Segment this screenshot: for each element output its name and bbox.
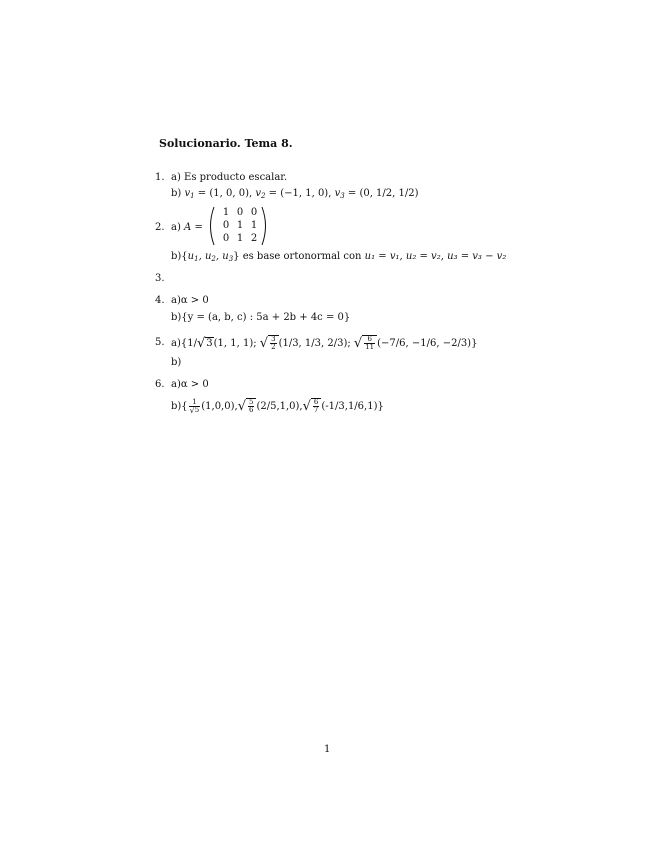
- item-number: 2.: [155, 222, 165, 233]
- page-number: 1: [324, 744, 331, 755]
- item-number: 1.: [155, 172, 165, 183]
- item-2-part-b: $b)\{u_1$, $u_2$, $u_3$} es base ortonormal con u₁ = v₁, u₂ = v₂, u₃ = v₃ − v₂: [171, 251, 507, 263]
- item-5-part-a: a){1/√3(1, 1, 1); √ $\frac{3}{2}$ (1/3, 1/3, 2/3); √ $\frac{6}{11}$ (−7/6, −1/6, −2/3)}: [171, 335, 478, 351]
- matrix-row: 0 1 2: [222, 233, 258, 244]
- matrix-row: 0 1 1: [222, 220, 258, 231]
- item-number: 6.: [155, 379, 165, 390]
- item-6-part-a: a)α > 0: [171, 379, 209, 390]
- item-number: 4.: [155, 295, 165, 306]
- matrix-row: 1 0 0: [222, 207, 258, 218]
- item-number: 3.: [155, 273, 165, 284]
- matrix-a: [206, 206, 270, 246]
- item-2-part-a: a) A =: [171, 222, 203, 233]
- item-4-part-b: b){y = (a, b, c) : 5a + 2b + 4c = 0}: [171, 312, 351, 323]
- item-5-part-b: b): [171, 357, 182, 368]
- item-1-part-a: a) Es producto escalar.: [171, 172, 288, 183]
- item-number: 5.: [155, 337, 165, 348]
- page-title: Solucionario. Tema 8.: [159, 137, 293, 150]
- item-1-part-b: b) $v_1 = (1$, 0, 0), $v_2 = (-1$, 1, 0), $v_3 = (0$, 1/2, 1/2): [171, 188, 419, 200]
- item-4-part-a: a)α > 0: [171, 295, 209, 306]
- item-6-part-b: b){ $\frac{1}{√5}$ (1,0,0),√ $\frac{5}{6}$ (2/5,1,0),√ $\frac{6}{7}$ (-1/3,1/6,1)}: [171, 398, 384, 415]
